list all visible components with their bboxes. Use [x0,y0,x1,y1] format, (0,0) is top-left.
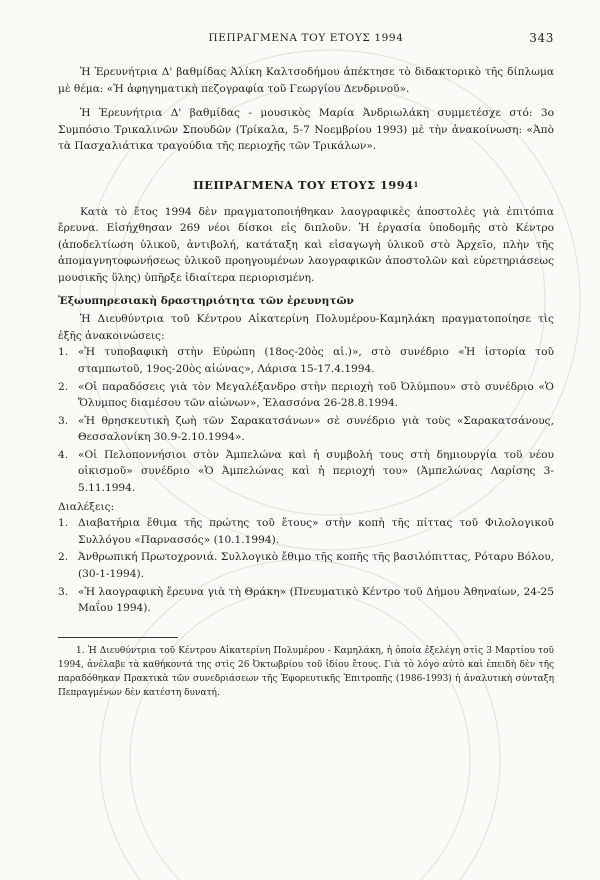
section-title-text: ΠΕΠΡΑΓΜΕΝΑ ΤΟΥ ΕΤΟΥΣ 1994 [193,177,414,192]
list-item-text: «Οἱ παραδόσεις γιὰ τὸν Μεγαλέξανδρο στὴν περιοχὴ τοῦ Ὀλύμπου» στὸ συνέδριο «Ὁ Ὄλυμπος διαμέσου τῶν αἰώνων», Ἐλασσόνα 26-28.8.1994. [78,380,554,410]
list-item-text: Διαβατήρια ἔθιμα τῆς πρώτης τοῦ ἔτους» στὴν κοπὴ τῆς πίττας τοῦ Φιλολογικοῦ Συλλόγου «Παρνασσός» (10.1.1994). [78,517,554,546]
section-title [58,177,554,194]
list-item-text: «Ἡ τυποβαφικὴ στὴν Εὐρώπη (18ος-20ὸς αἰ.)», στὸ συνέδριο «Ἡ ἱστορία τοῦ σταμπωτοῦ, 19ος-20ὸς αἰώνας», Λάρισα 15-17.4.1994. [78,346,554,375]
list-item-text: Ἀνθρωπική Πρωτοχρονιά. Συλλογικὸ ἔθιμο τῆς κοπῆς τῆς βασιλόπιττας, Ρόταρυ Βόλου, (30-1-1994). [78,551,554,581]
list-item-number: 1. [58,517,69,530]
footnote: 1. Ἡ Διευθύντρια τοῦ Κέντρου Αἰκατερίνη Πολυμέρου - Καμηλάκη, ἡ ὁποία ἐξελέγη στὶς 3 Μαρτίου τοῦ 1994, ἀνέλαβε τὰ καθήκοντά της στὶς 26 Ὀκτωβρίου τοῦ ἰδίου ἔτους. Γιὰ τὸ λόγο αὐτὸ καὶ ἐπειδὴ δὲν τῆς παραδόθηκαν Πρακτικὰ τῶν συνεδριάσεων τῆς Ἐφορευτικῆς Ἐπιτροπῆς (1986-1993) ἡ ἀναλυτικὴ σύνταξη Πεπραγμένων δὲν κατέστη δυνατή. [58,645,554,698]
section-body: Κατὰ τὸ ἔτος 1994 δὲν πραγματοποιήθηκαν λαογραφικὲς ἀποστολὲς γιὰ ἐπιτόπια ἔρευνα. Εἰσήχθησαν 269 νέοι δίσκοι εἰς διπλοῦν. Ἡ ἐργασία ὑποδομῆς στὸ Κέντρο (ἀποδελτίωση ὑλικοῦ, ἀντιβολή, κατάταξη καὶ εἰσαγωγὴ ὑλικοῦ στὸ Ἀρχεῖο, πλὴν τῆς ἀπομαγνητοφωνήσεως ὑλικοῦ προηγουμένων λαογραφικῶν ἀποστολῶν καὶ εὑρετηριάσεως μουσικῆς ὕλης) ὑπῆρξε ἰδιαίτερα περιορισμένη. [58,205,554,284]
list-item [58,379,554,412]
list-item [58,447,554,497]
intro-paragraph-1: Ἡ Ἐρευνήτρια Δ' βαθμίδας Ἀλίκη Καλτσοδήμου ἀπέκτησε τὸ διδακτορικὸ τῆς δίπλωμα μὲ θέμα: «Ἡ ἀφηγηματικὴ πεζογραφία τοῦ Γεωργίου Δενδρινοῦ». [58,66,554,95]
list-item-number: 2. [58,551,69,564]
list-item-text: «Οἱ Πελοποννήσιοι στὸν Ἀμπελώνα καὶ ἡ συμβολή τους στὴ δημιουργία τοῦ νέου οἰκισμοῦ» συνέδριο «Ὁ Ἀμπελώνας καὶ ἡ περιοχή του» (Ἀμπελώνας Λαρίσης 3-5.11.1994. [78,448,554,495]
list-item [58,515,554,548]
running-head [58,30,554,48]
outreach-intro: Ἡ Διευθύντρια τοῦ Κέντρου Αἰκατερίνη Πολυμέρου-Καμηλάκη πραγματοποίησε τὶς ἑξῆς ἀνακοινώσεις: [58,313,554,342]
running-head-title: ΠΕΠΡΑΓΜΕΝΑ ΤΟΥ ΕΤΟΥΣ 1994 [208,32,404,44]
lectures-label: Διαλέξεις: [58,500,115,513]
intro-paragraph-2: Ἡ Ἐρευνήτρια Δ' βαθμίδας - μουσικὸς Μαρία Ἀνδριωλάκη συμμετέσχε στό: 3ο Συμπόσιο Τρικαλινῶν Σπουδῶν (Τρίκαλα, 5-7 Νοεμβρίου 1993) μὲ τὴν ἀνακοίνωση: «Ἀπὸ τὰ Πασχαλιάτικα τραγούδια τῆς περιοχῆς τῶν Τρικάλων». [58,107,554,153]
list-item-text: «Ἡ θρησκευτικὴ ζωὴ τῶν Σαρακατσάνων» σὲ συνέδριο γιὰ τοὺς «Σαρακατσάνους, Θεσσαλονίκη 30.9-2.10.1994». [78,414,554,444]
list-item [58,413,554,446]
list-item-number: 3. [58,585,69,598]
page-number: 343 [529,31,554,45]
list-item-number: 2. [58,380,69,393]
list-item [58,344,554,377]
footnote-marker: 1 [413,179,419,189]
document-page [58,30,554,700]
list-item-text: «Ἡ λαογραφικὴ ἔρευνα γιὰ τὴ Θράκη» (Πνευματικὸ Κέντρο τοῦ Δήμου Ἀθηναίων, 24-25 Μαΐου 1994). [78,585,554,615]
list-item [58,549,554,582]
list-item-number: 4. [58,448,69,461]
list-item-number: 3. [58,414,69,427]
lectures-list [58,515,554,617]
footnote-divider [58,637,178,638]
list-item-number: 1. [58,346,69,359]
announcements-list [58,344,554,496]
list-item [58,584,554,617]
outreach-heading: Ἐξωυπηρεσιακὴ δραστηριότητα τῶν ἐρευνητῶν [58,294,354,307]
